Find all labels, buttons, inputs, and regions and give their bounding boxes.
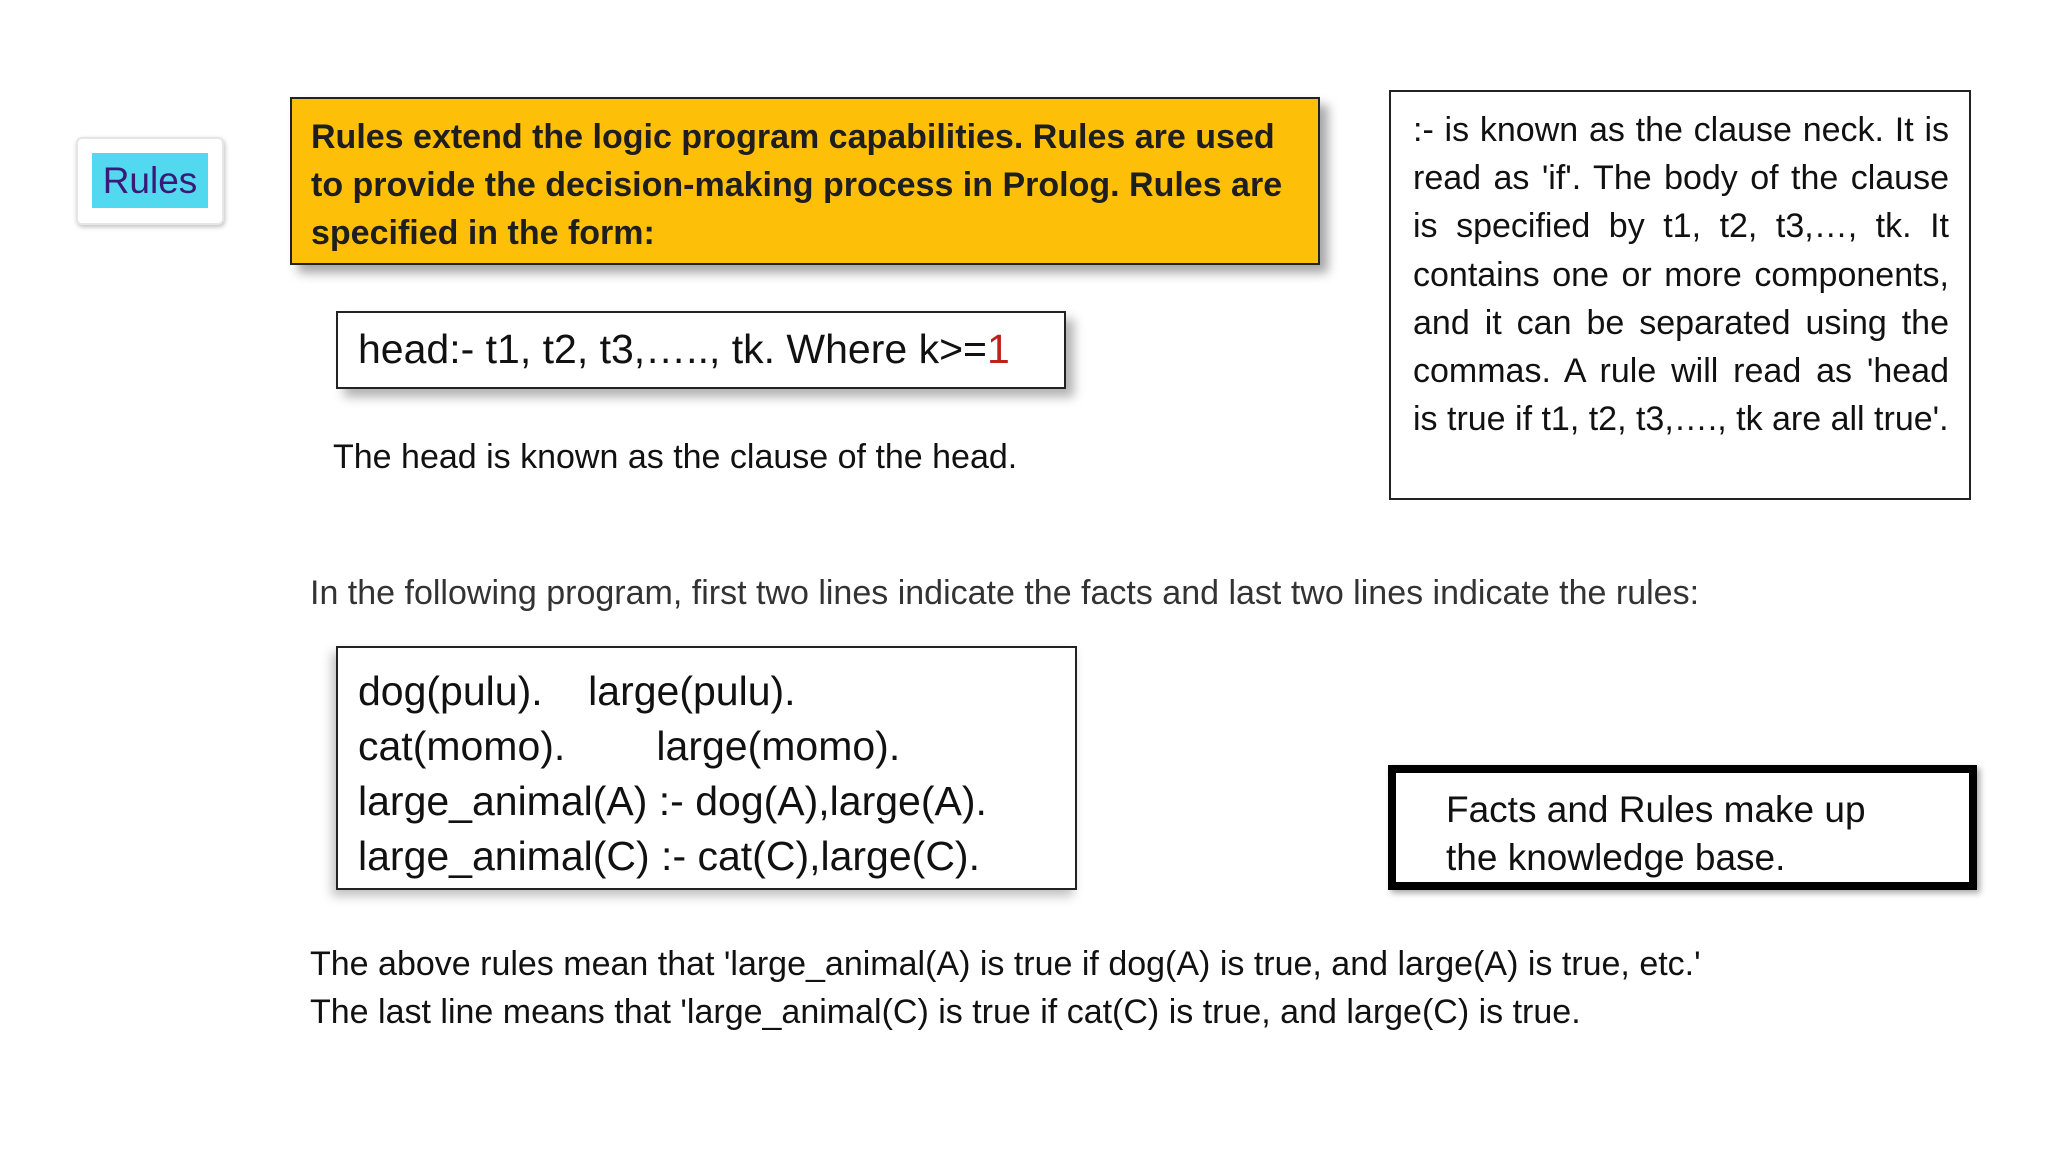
code-line-fact-dog: dog(pulu). large(pulu).: [358, 668, 796, 714]
code-line-rule-a: large_animal(A) :- dog(A),large(A).: [358, 778, 987, 824]
knowledge-base-line-1: Facts and Rules make up: [1446, 789, 1866, 830]
rule-form-box: [336, 311, 1066, 389]
rules-tag-label: Rules: [92, 153, 208, 208]
rule-form-value: 1: [986, 326, 1010, 372]
program-code-box: [336, 646, 1077, 890]
explanation-line-2: The last line means that 'large_animal(C) is true if cat(C) is true, and large(C) is true.: [310, 993, 1581, 1031]
program-intro: In the following program, first two lines indicate the facts and last two lines indicate the rules:: [310, 574, 1700, 612]
knowledge-base-line-2: the knowledge base.: [1446, 837, 1786, 878]
rules-explanation: [310, 940, 1910, 1040]
code-line-fact-cat: cat(momo). large(momo).: [358, 723, 901, 769]
clause-neck-explanation: :- is known as the clause neck. It is read as 'if'. The body of the clause is specified by t1, t2, t3,…, tk. It contains one or more components, and it can be separated using the commas. A rule will read as 'head is true if t1, t2, t3,…., tk are all true'.: [1389, 90, 1971, 500]
explanation-line-1: The above rules mean that 'large_animal(A) is true if dog(A) is true, and large(A) is true, etc.': [310, 945, 1701, 983]
head-note: The head is known as the clause of the head.: [333, 438, 1018, 476]
code-line-rule-c: large_animal(C) :- cat(C),large(C).: [358, 833, 980, 879]
rule-form-text: head:- t1, t2, t3,….., tk. Where k>=: [358, 326, 987, 372]
knowledge-base-callout: [1388, 765, 1977, 890]
intro-callout: Rules extend the logic program capabilities. Rules are used to provide the decision-making process in Prolog. Rules are specified in the form:: [290, 97, 1320, 265]
